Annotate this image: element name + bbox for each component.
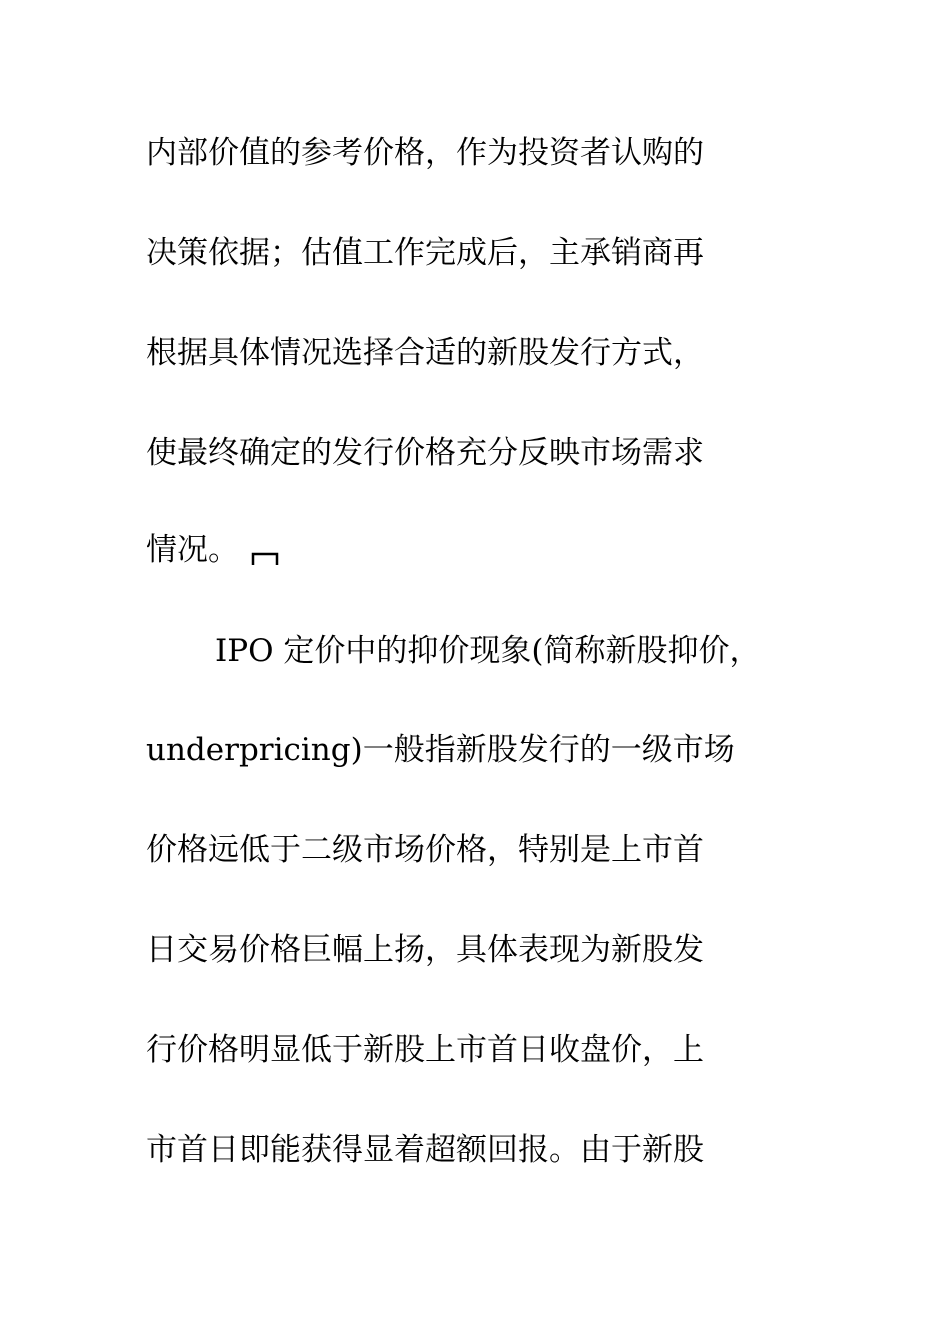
- text-line-2: 决策依据；估值工作完成后，主承销商再: [146, 235, 704, 271]
- text-line-9: 日交易价格巨幅上扬，具体表现为新股发: [146, 932, 704, 968]
- text-line-3: 根据具体情况选择合适的新股发行方式，: [146, 335, 704, 371]
- text-line-1: 内部价值的参考价格，作为投资者认购的: [146, 135, 704, 171]
- text-line-11: 市首日即能获得显着超额回报。由于新股: [146, 1132, 704, 1168]
- text-line-7: underpricing)一般指新股发行的一级市场: [146, 732, 735, 768]
- text-line-6: IPO 定价中的抑价现象(简称新股抑价，: [215, 633, 761, 669]
- text-line-10: 行价格明显低于新股上市首日收盘价，上: [146, 1032, 704, 1068]
- text-line-5-text: 情况。: [146, 532, 239, 568]
- bracket-mark-icon: [251, 550, 279, 566]
- text-line-5: [146, 530, 279, 570]
- text-line-8: 价格远低于二级市场价格，特别是上市首: [146, 832, 704, 868]
- text-line-4: 使最终确定的发行价格充分反映市场需求: [146, 435, 704, 471]
